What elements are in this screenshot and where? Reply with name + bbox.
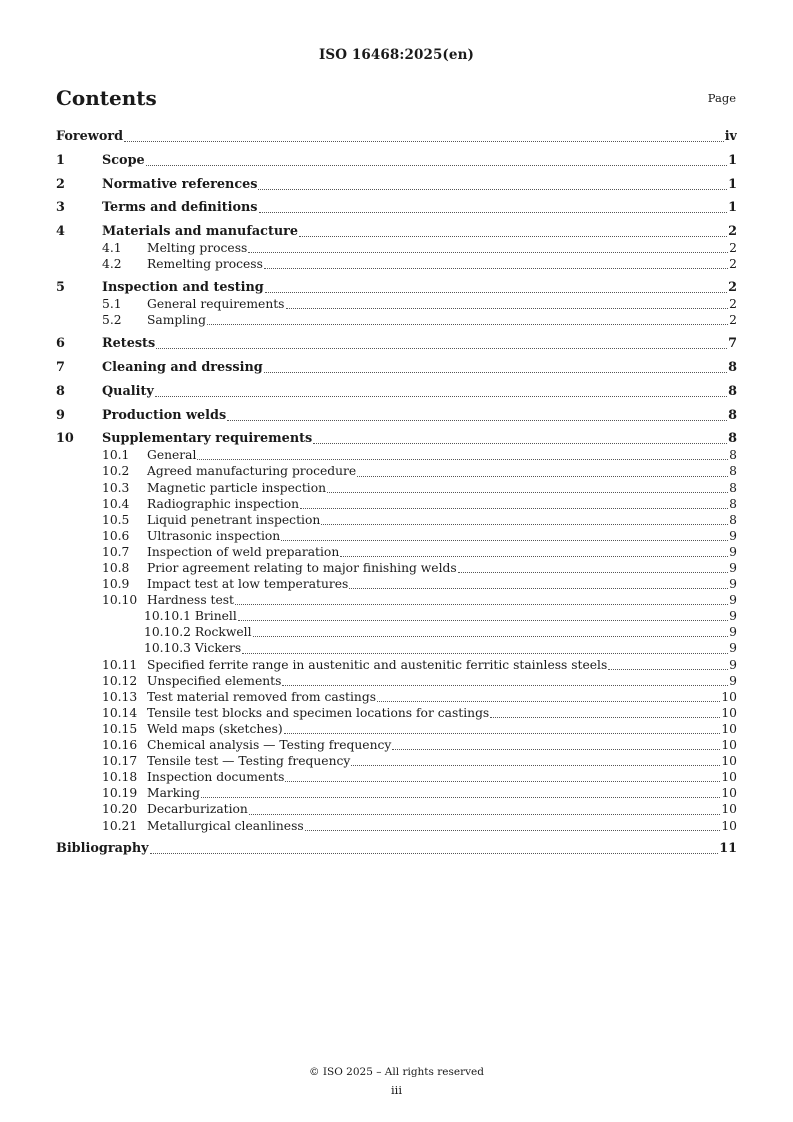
toc-entry-title: Inspection documents bbox=[147, 770, 285, 785]
toc-entry-number: 10.4 bbox=[102, 496, 130, 511]
toc-entry-number: 9 bbox=[56, 407, 65, 423]
toc-dot-leader bbox=[300, 508, 728, 509]
toc-entry-title: Radiographic inspection bbox=[147, 496, 300, 511]
toc-entry-title: Test material removed from castings bbox=[147, 689, 377, 704]
toc-dot-leader bbox=[207, 324, 728, 325]
toc-entry-page: 8 bbox=[728, 407, 737, 423]
toc-dot-leader bbox=[357, 476, 728, 477]
toc-entry-page: 10 bbox=[721, 689, 737, 704]
toc-entry-title: Quality bbox=[102, 383, 154, 399]
toc-entry-title: General bbox=[147, 448, 197, 463]
toc-entry-title: Impact test at low temperatures bbox=[147, 577, 349, 592]
toc-entry-page: 9 bbox=[729, 528, 737, 543]
toc-entry-number: 10.2 bbox=[102, 464, 130, 479]
toc-entry-number: 10.21 bbox=[102, 818, 138, 833]
toc-entry[interactable] bbox=[56, 560, 737, 576]
document-id-header: ISO 16468:2025(en) bbox=[318, 47, 475, 63]
toc-entry[interactable] bbox=[56, 769, 737, 785]
toc-entry-title: Liquid penetrant inspection bbox=[147, 512, 321, 527]
toc-entry-page: 1 bbox=[728, 176, 737, 192]
toc-entry-title: Marking bbox=[147, 786, 200, 801]
page-column-label: Page bbox=[707, 91, 736, 105]
toc-entry-page: 9 bbox=[729, 609, 737, 624]
toc-entry[interactable] bbox=[56, 841, 737, 857]
toc-entry-number: 10.14 bbox=[102, 705, 138, 720]
toc-dot-leader bbox=[238, 620, 728, 621]
toc-dot-leader bbox=[197, 459, 728, 460]
toc-dot-leader bbox=[248, 252, 728, 253]
toc-entry[interactable] bbox=[56, 463, 737, 479]
toc-dot-leader bbox=[285, 781, 720, 782]
toc-entry-title: Bibliography bbox=[56, 841, 149, 857]
toc-entry-title: General requirements bbox=[147, 297, 285, 312]
toc-entry[interactable] bbox=[56, 737, 737, 753]
toc-entry[interactable] bbox=[56, 496, 737, 512]
toc-dot-leader bbox=[150, 853, 719, 854]
toc-entry-title: Specified ferrite range in austenitic and austenitic ferritic stainless steels bbox=[147, 657, 608, 672]
toc-dot-leader bbox=[249, 814, 721, 815]
toc-entry[interactable] bbox=[56, 657, 737, 673]
toc-entry[interactable] bbox=[56, 480, 737, 496]
toc-entry[interactable] bbox=[56, 280, 737, 296]
toc-entry-number: 10.3 bbox=[102, 480, 130, 495]
toc-entry[interactable] bbox=[56, 576, 737, 592]
toc-entry-page: 9 bbox=[729, 673, 737, 688]
toc-entry-title: Supplementary requirements bbox=[102, 431, 313, 447]
toc-dot-leader bbox=[327, 492, 728, 493]
toc-dot-leader bbox=[258, 189, 727, 190]
toc-entry-number: 10.13 bbox=[102, 689, 138, 704]
toc-dot-leader bbox=[155, 396, 727, 397]
toc-entry-title: Tensile test — Testing frequency bbox=[147, 754, 351, 769]
toc-entry[interactable] bbox=[56, 129, 737, 145]
toc-entry-page: 10 bbox=[721, 721, 737, 736]
toc-entry-page: 9 bbox=[729, 625, 737, 640]
toc-dot-leader bbox=[299, 236, 727, 237]
toc-entry-number: 10.15 bbox=[102, 721, 138, 736]
toc-entry-page: 8 bbox=[728, 383, 737, 399]
toc-entry-number: 10.5 bbox=[102, 512, 130, 527]
toc-entry[interactable] bbox=[56, 224, 737, 240]
toc-entry-number: 10.20 bbox=[102, 802, 138, 817]
toc-entry-title: Inspection of weld preparation bbox=[147, 544, 340, 559]
toc-dot-leader bbox=[265, 292, 727, 293]
toc-dot-leader bbox=[227, 420, 727, 421]
toc-dot-leader bbox=[490, 717, 720, 718]
toc-entry[interactable] bbox=[56, 312, 737, 328]
table-of-contents bbox=[56, 129, 737, 857]
toc-entry[interactable] bbox=[56, 512, 737, 528]
toc-dot-leader bbox=[156, 348, 727, 349]
toc-entry-number: 4 bbox=[56, 224, 65, 240]
toc-entry-page: 1 bbox=[728, 200, 737, 216]
toc-entry-number: 4.2 bbox=[102, 257, 122, 272]
toc-entry[interactable] bbox=[56, 544, 737, 560]
toc-entry[interactable] bbox=[56, 256, 737, 272]
toc-entry-page: 8 bbox=[729, 464, 737, 479]
toc-entry-page: 2 bbox=[729, 297, 737, 312]
toc-entry-number: 1 bbox=[56, 152, 65, 168]
toc-dot-leader bbox=[340, 556, 728, 557]
toc-entry[interactable] bbox=[56, 592, 737, 608]
toc-dot-leader bbox=[305, 830, 721, 831]
toc-entry-title: Inspection and testing bbox=[102, 280, 264, 296]
toc-entry[interactable] bbox=[56, 296, 737, 312]
toc-entry-number: 2 bbox=[56, 176, 65, 192]
toc-entry-page: 8 bbox=[728, 359, 737, 375]
toc-entry-page: 2 bbox=[729, 313, 737, 328]
toc-entry[interactable] bbox=[56, 689, 737, 705]
toc-entry-page: 2 bbox=[729, 241, 737, 256]
toc-dot-leader bbox=[242, 653, 728, 654]
toc-entry-title: Agreed manufacturing procedure bbox=[147, 464, 357, 479]
toc-entry[interactable] bbox=[56, 624, 737, 640]
toc-entry-page: 9 bbox=[729, 561, 737, 575]
toc-entry-number: 6 bbox=[56, 336, 65, 352]
toc-entry-page: 10 bbox=[721, 705, 737, 720]
toc-entry[interactable] bbox=[56, 360, 737, 376]
toc-entry-page: 9 bbox=[729, 657, 737, 672]
toc-entry[interactable] bbox=[56, 801, 737, 817]
toc-entry[interactable] bbox=[56, 705, 737, 721]
toc-dot-leader bbox=[124, 141, 724, 142]
toc-entry-title: Foreword bbox=[56, 129, 124, 144]
toc-entry[interactable] bbox=[56, 447, 737, 463]
toc-entry-number: 10.7 bbox=[102, 544, 130, 559]
toc-entry-number: 10.11 bbox=[102, 657, 138, 672]
toc-dot-leader bbox=[392, 749, 720, 750]
toc-entry-title: Chemical analysis — Testing frequency bbox=[147, 738, 392, 753]
toc-entry-title: Decarburization bbox=[147, 802, 248, 817]
toc-entry-number: 8 bbox=[56, 383, 65, 399]
toc-entry-title: Melting process bbox=[147, 241, 248, 256]
toc-entry-number: 5.2 bbox=[102, 313, 122, 328]
toc-entry-page: 11 bbox=[719, 841, 737, 857]
toc-entry-page: 9 bbox=[729, 641, 737, 656]
toc-entry-title: Scope bbox=[102, 152, 145, 168]
toc-entry-number: 5.1 bbox=[102, 297, 122, 312]
toc-entry[interactable] bbox=[56, 153, 737, 169]
toc-entry[interactable] bbox=[56, 608, 737, 624]
toc-dot-leader bbox=[282, 685, 728, 686]
toc-entry-number: 10.12 bbox=[102, 673, 138, 688]
toc-dot-leader bbox=[349, 588, 728, 589]
toc-entry[interactable] bbox=[56, 818, 737, 834]
toc-entry-number: 10.6 bbox=[102, 528, 130, 543]
toc-dot-leader bbox=[351, 765, 720, 766]
toc-entry-number: 7 bbox=[56, 359, 65, 375]
toc-entry[interactable] bbox=[56, 640, 737, 656]
toc-entry-number: 10.1 bbox=[102, 448, 130, 463]
toc-entry-title: Retests bbox=[102, 336, 156, 352]
toc-entry-page: 10 bbox=[721, 754, 737, 769]
toc-entry[interactable] bbox=[56, 177, 737, 193]
toc-entry-title: Unspecified elements bbox=[147, 673, 282, 688]
toc-entry[interactable] bbox=[56, 384, 737, 400]
toc-entry-title: Materials and manufacture bbox=[102, 224, 299, 240]
toc-entry[interactable] bbox=[56, 785, 737, 801]
contents-title: Contents bbox=[56, 86, 157, 110]
toc-entry-number: 3 bbox=[56, 200, 65, 216]
toc-entry-page: 1 bbox=[728, 152, 737, 168]
toc-dot-leader bbox=[281, 540, 728, 541]
toc-entry[interactable] bbox=[56, 673, 737, 689]
toc-dot-leader bbox=[377, 701, 720, 702]
toc-dot-leader bbox=[313, 443, 727, 444]
toc-entry[interactable] bbox=[56, 528, 737, 544]
toc-entry-title: Prior agreement relating to major finishing welds bbox=[147, 561, 457, 575]
toc-entry[interactable] bbox=[56, 200, 737, 216]
toc-dot-leader bbox=[608, 669, 728, 670]
toc-entry-title: Terms and definitions bbox=[102, 200, 258, 216]
toc-entry-page: 10 bbox=[721, 770, 737, 785]
toc-entry-number: 10.16 bbox=[102, 738, 138, 753]
toc-entry-title: Magnetic particle inspection bbox=[147, 480, 327, 495]
toc-entry-page: 10 bbox=[721, 818, 737, 833]
toc-dot-leader bbox=[259, 212, 728, 213]
toc-entry-page: 8 bbox=[729, 496, 737, 511]
toc-entry-number: 10 bbox=[56, 431, 74, 447]
toc-entry-number: 10.19 bbox=[102, 786, 138, 801]
toc-dot-leader bbox=[253, 636, 729, 637]
toc-entry-title: 10.10.2 Rockwell bbox=[144, 625, 252, 640]
toc-entry-number: 10.18 bbox=[102, 770, 138, 785]
toc-entry-number: 5 bbox=[56, 280, 65, 296]
toc-entry-title: 10.10.3 Vickers bbox=[144, 641, 242, 656]
toc-entry-title: Hardness test bbox=[147, 593, 235, 608]
toc-entry-title: Remelting process bbox=[147, 257, 263, 272]
toc-entry[interactable] bbox=[56, 408, 737, 424]
toc-entry-page: 7 bbox=[728, 336, 737, 352]
toc-entry-title: Weld maps (sketches) bbox=[147, 721, 283, 736]
toc-entry-number: 10.8 bbox=[102, 561, 130, 575]
toc-entry-page: 2 bbox=[728, 280, 737, 296]
toc-entry-page: 10 bbox=[721, 738, 737, 753]
toc-entry[interactable] bbox=[56, 336, 737, 352]
toc-entry-page: 8 bbox=[729, 480, 737, 495]
toc-dot-leader bbox=[264, 268, 728, 269]
toc-entry[interactable] bbox=[56, 721, 737, 737]
toc-entry[interactable] bbox=[56, 753, 737, 769]
toc-entry-page: 10 bbox=[721, 802, 737, 817]
toc-entry-page: 9 bbox=[729, 544, 737, 559]
footer-copyright: © ISO 2025 – All rights reserved bbox=[309, 1066, 484, 1078]
toc-entry-title: Normative references bbox=[102, 176, 258, 192]
toc-entry-title: Ultrasonic inspection bbox=[147, 528, 281, 543]
toc-dot-leader bbox=[146, 165, 727, 166]
toc-entry-page: iv bbox=[724, 129, 737, 144]
toc-dot-leader bbox=[264, 372, 727, 373]
toc-entry-title: Production welds bbox=[102, 407, 227, 423]
toc-entry[interactable] bbox=[56, 431, 737, 447]
contents-title-row bbox=[56, 86, 736, 110]
toc-entry-page: 8 bbox=[729, 512, 737, 527]
toc-entry-page: 8 bbox=[729, 448, 737, 463]
toc-entry-page: 2 bbox=[729, 257, 737, 272]
toc-dot-leader bbox=[201, 797, 720, 798]
toc-dot-leader bbox=[286, 308, 729, 309]
toc-entry-page: 10 bbox=[721, 786, 737, 801]
toc-entry-number: 10.10 bbox=[102, 593, 138, 608]
toc-entry-page: 9 bbox=[729, 577, 737, 592]
toc-entry-title: Cleaning and dressing bbox=[102, 359, 263, 375]
toc-dot-leader bbox=[458, 572, 728, 573]
toc-entry-page: 8 bbox=[728, 431, 737, 447]
toc-entry-title: Tensile test blocks and specimen locations for castings bbox=[147, 705, 490, 720]
toc-dot-leader bbox=[235, 604, 728, 605]
toc-entry-number: 4.1 bbox=[102, 241, 122, 256]
footer-page-number: iii bbox=[390, 1083, 403, 1097]
toc-entry[interactable] bbox=[56, 240, 737, 256]
toc-entry-page: 9 bbox=[729, 593, 737, 608]
toc-entry-title: 10.10.1 Brinell bbox=[144, 609, 237, 624]
toc-dot-leader bbox=[321, 524, 728, 525]
toc-entry-title: Sampling bbox=[147, 313, 206, 328]
toc-entry-number: 10.17 bbox=[102, 754, 138, 769]
toc-entry-title: Metallurgical cleanliness bbox=[147, 818, 304, 833]
toc-entry-page: 2 bbox=[728, 224, 737, 240]
toc-dot-leader bbox=[284, 733, 721, 734]
toc-entry-number: 10.9 bbox=[102, 577, 130, 592]
